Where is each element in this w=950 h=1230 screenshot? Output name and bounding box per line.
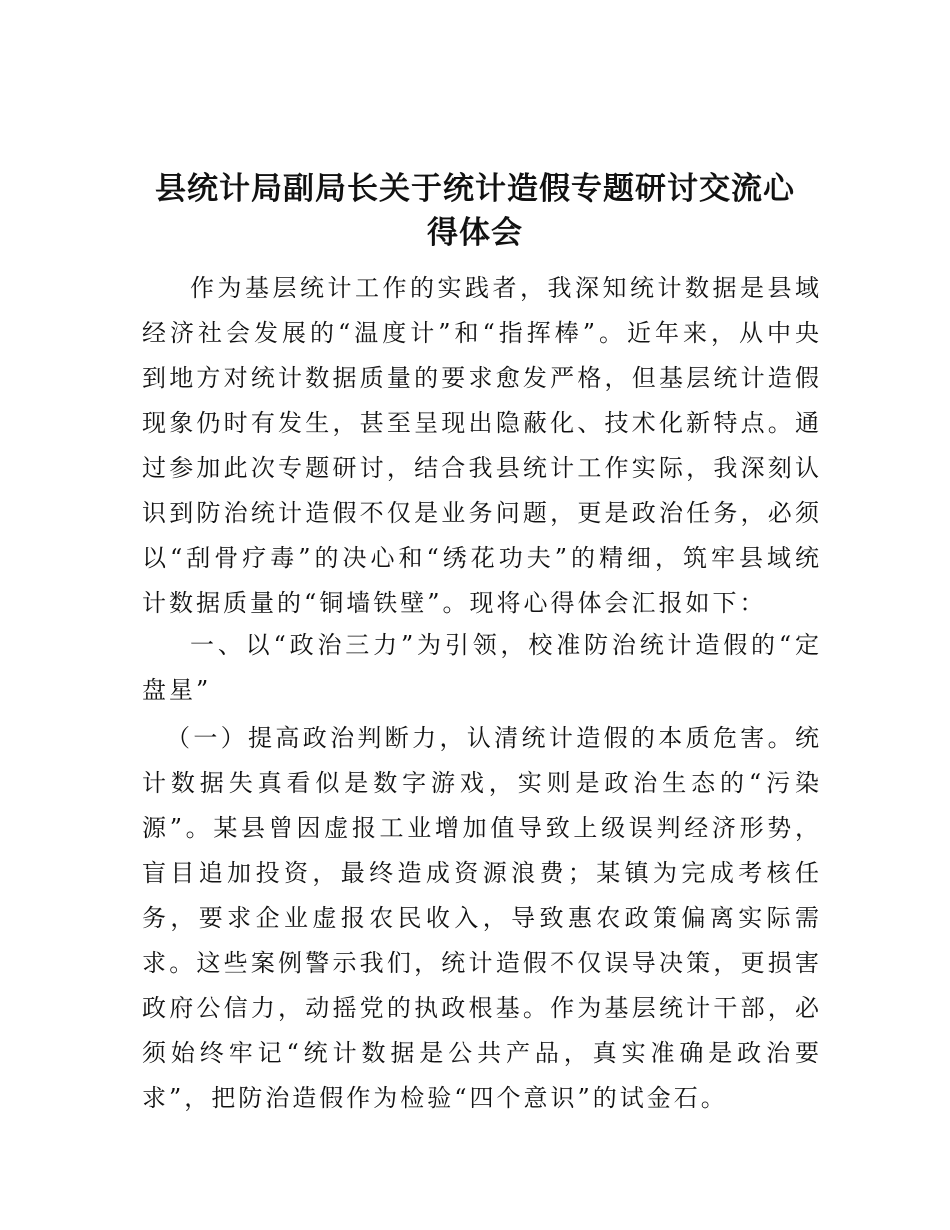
document-title-line-1: 县统计局副局长关于统计造假专题研讨交流心 <box>155 171 795 207</box>
section-heading-1: 一、以“政治三力”为引领，校准防治统计造假的“定盘星” <box>142 631 822 704</box>
intro-paragraph: 作为基层统计工作的实践者，我深知统计数据是县域经济社会发展的“温度计”和“指挥棒”。近年来，从中央到地方对统计数据质量的要求愈发严格，但基层统计造假现象仍时有发生，甚至呈现出隐蔽化、技术化新特点。通过参加此次专题研讨，结合我县统计工作实际，我深刻认识到防治统计造假不仅是业务问题，更是政治任务，必须以“刮骨疗毒”的决心和“绣花功夫”的精细，筑牢县域统计数据质量的“铜墙铁壁”。现将心得体会汇报如下： <box>142 274 822 617</box>
subsection-paragraph-1: （一）提高政治判断力，认清统计造假的本质危害。统计数据失真看似是数字游戏，实则是政治生态的“污染源”。某县曾因虚报工业增加值导致上级误判经济形势，盲目追加投资，最终造成资源浪费；某镇为完成考核任务，要求企业虚报农民收入，导致惠农政策偏离实际需求。这些案例警示我们，统计造假不仅误导决策，更损害政府公信力，动摇党的执政根基。作为基层统计干部，必须始终牢记“统计数据是公共产品，真实准确是政治要求”，把防治造假作为检验“四个意识”的试金石。 <box>142 724 822 1112</box>
document-title-line-2: 得体会 <box>427 215 523 251</box>
